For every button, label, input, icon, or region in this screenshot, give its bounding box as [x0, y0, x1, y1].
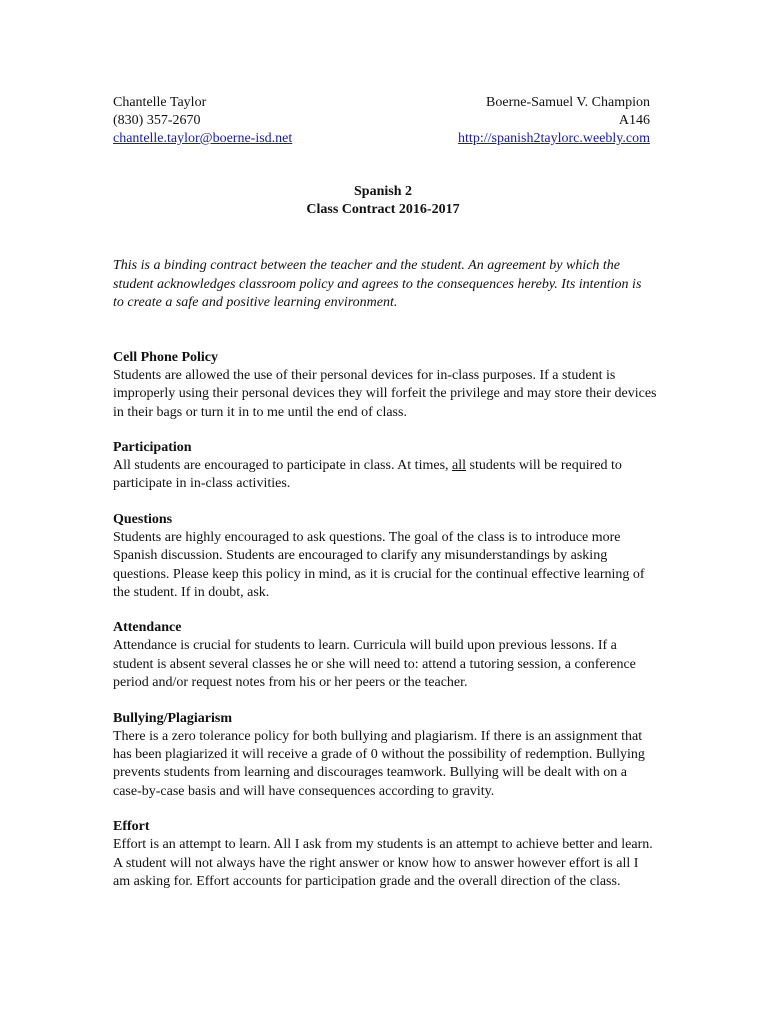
section-heading: Participation: [113, 440, 192, 455]
school-name: Boerne-Samuel V. Champion: [486, 95, 650, 110]
document-title: [113, 183, 653, 219]
section-cell-phone: [113, 349, 657, 422]
section-body: [113, 457, 658, 494]
emphasis-text: all: [452, 458, 467, 473]
section-heading: Attendance: [113, 620, 182, 636]
teacher-phone: (830) 357-2670: [113, 113, 201, 128]
section-body: Effort is an attempt to learn. All I ask from my students is an attempt to achieve better and learn. A student will not always have the right answer or know how to answer however effort is all I am asking for. Effort accounts for participation grade and the overall direction of the class.: [113, 837, 653, 890]
course-title: Spanish 2: [354, 184, 412, 199]
section-attendance: [113, 619, 653, 692]
teacher-contact: [113, 94, 292, 148]
body-text: All students are encouraged to participate in class. At times,: [113, 458, 453, 473]
intro-paragraph: This is a binding contract between the teacher and the student. An agreement by which the student acknowledges classroom policy and agrees to the consequences hereby. Its intention is to create a safe and positive learning environment.: [113, 258, 642, 311]
section-questions: [113, 511, 653, 603]
contact-header: [113, 94, 653, 150]
section-body: Attendance is crucial for students to learn. Curricula will build upon previous lessons. If a student is absent several classes he or she will need to: attend a tutoring session, a conference period and/or request notes from his or her peers or the teacher.: [113, 638, 636, 691]
contract-page: [113, 94, 657, 892]
teacher-name: Chantelle Taylor: [113, 95, 207, 110]
section-heading: Cell Phone Policy: [113, 349, 218, 365]
section-body: Students are highly encouraged to ask questions. The goal of the class is to introduce more Spanish discussion. Students are encouraged to clarify any misunderstandings by asking questions. Please keep this policy in mind, as it is crucial for the continual effective learning of the student. If in doubt, ask.: [113, 529, 645, 601]
room-number: A146: [618, 113, 650, 128]
contract-subtitle: Class Contract 2016-2017: [306, 202, 460, 217]
school-info: [458, 94, 650, 148]
section-bullying-plagiarism: [113, 710, 653, 802]
section-effort: [113, 818, 653, 891]
section-heading: Bullying/Plagiarism: [113, 710, 233, 726]
section-participation: [113, 439, 653, 494]
body-text: students will be required to participate in in-class activities.: [113, 458, 622, 492]
section-heading: Effort: [113, 819, 150, 835]
section-heading: Questions: [113, 511, 173, 527]
teacher-email-link[interactable]: chantelle.taylor@boerne-isd.net: [113, 131, 293, 146]
section-body: Students are allowed the use of their personal devices for in-class purposes. If a student is improperly using their personal devices they will forfeit the privilege and may store their devices in their bags or turn it in to me until the end of class.: [113, 367, 657, 420]
section-body: There is a zero tolerance policy for both bullying and plagiarism. If there is an assignment that has been plagiarized it will receive a grade of 0 without the possibility of redemption. Bullying prevents students from learning and discourages teamwork. Bullying will be dealt with on a case-by-case basis and will have consequences according to gravity.: [113, 728, 645, 799]
class-website-link[interactable]: http://spanish2taylorc.weebly.com: [458, 131, 650, 146]
